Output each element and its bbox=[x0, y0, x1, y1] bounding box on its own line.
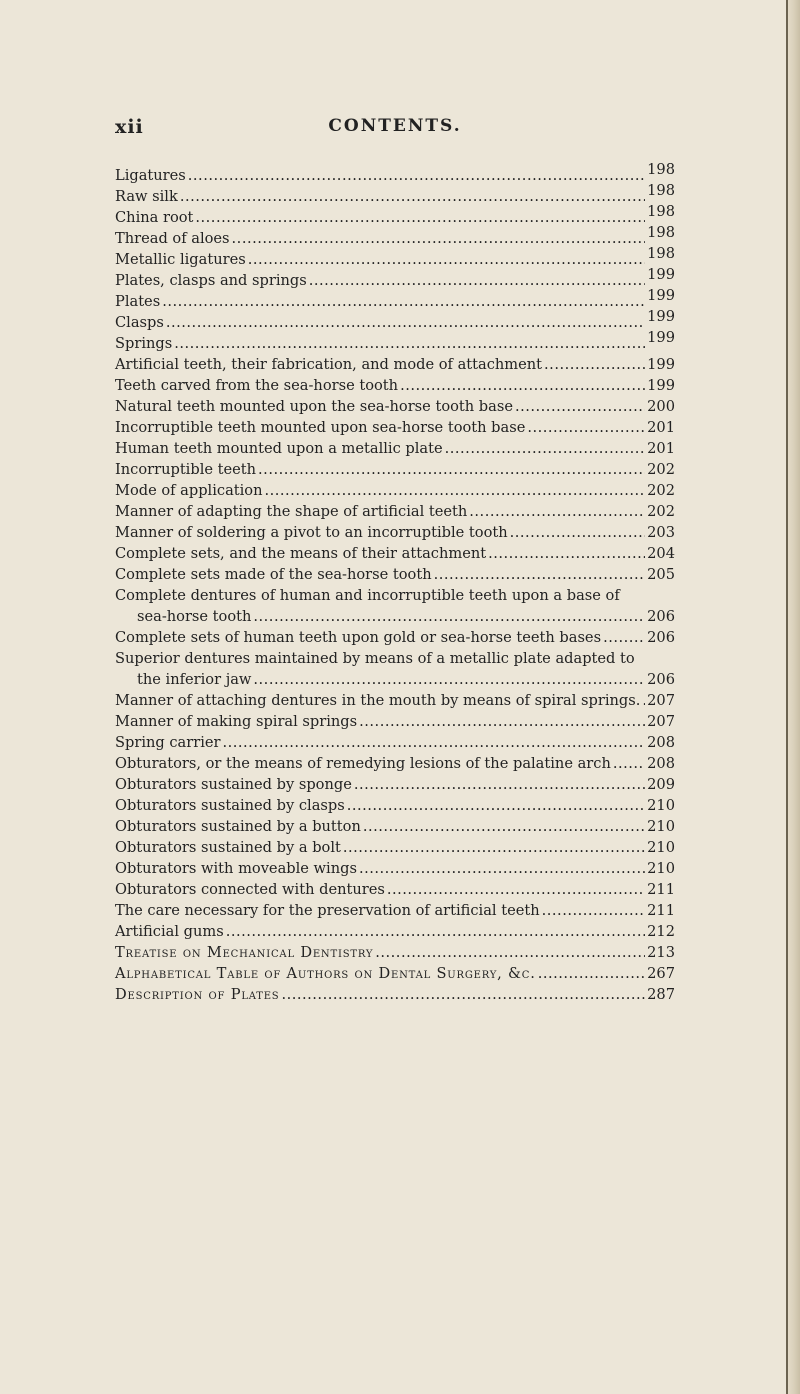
leader-dots bbox=[445, 438, 646, 459]
toc-entry-label: Manner of making spiral springs bbox=[115, 713, 358, 730]
leader-dots bbox=[642, 690, 645, 711]
toc-entry-page: 203 bbox=[647, 524, 675, 541]
leader-dots bbox=[281, 984, 645, 1005]
toc-entry-label: Manner of soldering a pivot to an incorruptible tooth bbox=[115, 524, 508, 541]
page-edge-line bbox=[786, 0, 788, 1394]
toc-entry-label: Plates, clasps and springs bbox=[115, 272, 307, 289]
leader-dots bbox=[359, 711, 645, 732]
toc-entry bbox=[115, 942, 675, 963]
leader-dots bbox=[363, 816, 645, 837]
toc-entry-label: Complete sets of human teeth upon gold or sea-horse teeth bases bbox=[115, 629, 602, 646]
toc-entry-label: Manner of adapting the shape of artificial teeth bbox=[115, 503, 468, 520]
toc-entry-page: 199 bbox=[647, 356, 675, 373]
toc-entry-page: 208 bbox=[647, 755, 675, 772]
leader-dots bbox=[613, 753, 645, 774]
toc-entry bbox=[115, 266, 675, 291]
toc-entry-page: 201 bbox=[647, 440, 675, 457]
toc-entry bbox=[115, 564, 675, 585]
leader-dots bbox=[258, 459, 645, 480]
toc-entry bbox=[115, 224, 675, 249]
toc-entry-label: Thread of aloes bbox=[115, 230, 230, 247]
leader-dots bbox=[343, 837, 645, 858]
toc-entry bbox=[115, 690, 675, 711]
toc-entry-page: 207 bbox=[647, 692, 675, 709]
leader-dots bbox=[222, 732, 645, 753]
leader-dots bbox=[195, 207, 645, 228]
toc-entry bbox=[115, 732, 675, 753]
toc-entry bbox=[115, 858, 675, 879]
leader-dots bbox=[166, 312, 645, 333]
toc-entry-label: Mode of application bbox=[115, 482, 263, 499]
toc-entry-label: Complete sets, and the means of their attachment bbox=[115, 545, 487, 562]
toc-entry bbox=[115, 480, 675, 501]
leader-dots bbox=[253, 606, 645, 627]
toc-entry-label: Complete dentures of human and incorruptible teeth upon a base of bbox=[115, 587, 620, 604]
toc-entry-label: Obturators sustained by clasps bbox=[115, 797, 345, 814]
toc-entry-page: 199 bbox=[647, 377, 675, 394]
toc-entry bbox=[115, 459, 675, 480]
toc-entry-label: The care necessary for the preservation of artificial teeth bbox=[115, 902, 540, 919]
toc-entry-page: 211 bbox=[647, 881, 675, 898]
toc-entry bbox=[115, 501, 675, 522]
leader-dots bbox=[488, 543, 645, 564]
leader-dots bbox=[309, 270, 645, 291]
toc-entry-label: Human teeth mounted upon a metallic plate bbox=[115, 440, 443, 457]
toc-entry-label: Obturators sustained by a bolt bbox=[115, 839, 341, 856]
leader-dots bbox=[515, 396, 645, 417]
toc-entry-label: Clasps bbox=[115, 314, 164, 331]
toc-entry bbox=[115, 984, 675, 1005]
toc-entry bbox=[115, 921, 675, 942]
toc-entry-page: 199 bbox=[647, 329, 675, 346]
toc-entry-label: Obturators sustained by sponge bbox=[115, 776, 352, 793]
leader-dots bbox=[188, 165, 645, 186]
leader-dots bbox=[400, 375, 645, 396]
toc-entry bbox=[115, 753, 675, 774]
toc-entry-label: Treatise on Mechanical Dentistry bbox=[115, 944, 374, 961]
toc-entry-page: 210 bbox=[647, 860, 675, 877]
toc-entry bbox=[115, 329, 675, 354]
table-of-contents bbox=[115, 161, 675, 1005]
toc-entry-label: Incorruptible teeth mounted upon sea-horse tooth base bbox=[115, 419, 526, 436]
leader-dots bbox=[354, 774, 645, 795]
toc-entry bbox=[115, 669, 675, 690]
leader-dots bbox=[527, 417, 645, 438]
toc-entry-label: Natural teeth mounted upon the sea-horse tooth base bbox=[115, 398, 513, 415]
toc-entry bbox=[115, 774, 675, 795]
toc-entry-page: 267 bbox=[647, 965, 675, 982]
toc-entry-page: 208 bbox=[647, 734, 675, 751]
toc-entry bbox=[115, 308, 675, 333]
leader-dots bbox=[359, 858, 645, 879]
leader-dots bbox=[174, 333, 645, 354]
toc-entry-label: Obturators connected with dentures bbox=[115, 881, 385, 898]
toc-entry bbox=[115, 396, 675, 417]
toc-entry-page: 198 bbox=[647, 203, 675, 220]
toc-entry-continuation: sea-horse tooth bbox=[137, 608, 252, 625]
toc-entry-label: Spring carrier bbox=[115, 734, 221, 751]
page-edge bbox=[786, 0, 800, 1394]
toc-entry-continuation: the inferior jaw bbox=[137, 671, 252, 688]
leader-dots bbox=[248, 249, 645, 270]
toc-entry-page: 205 bbox=[647, 566, 675, 583]
toc-entry-label: Superior dentures maintained by means of a metallic plate adapted to bbox=[115, 650, 635, 667]
toc-entry-label: Springs bbox=[115, 335, 173, 352]
toc-entry-label: Incorruptible teeth bbox=[115, 461, 257, 478]
toc-entry-label: Metallic ligatures bbox=[115, 251, 246, 268]
leader-dots bbox=[538, 963, 645, 984]
toc-entry bbox=[115, 711, 675, 732]
toc-entry-label: Alphabetical Table of Authors on Dental Surgery, &c. bbox=[115, 965, 536, 982]
toc-entry-label: Description of Plates bbox=[115, 986, 280, 1003]
toc-entry bbox=[115, 837, 675, 858]
toc-entry bbox=[115, 606, 675, 627]
toc-entry-page: 213 bbox=[647, 944, 675, 961]
toc-entry-page: 199 bbox=[647, 308, 675, 325]
toc-entry-page: 206 bbox=[647, 608, 675, 625]
toc-entry-page: 198 bbox=[647, 224, 675, 241]
leader-dots bbox=[387, 879, 645, 900]
toc-entry-label: Plates bbox=[115, 293, 161, 310]
toc-entry-label: Ligatures bbox=[115, 167, 186, 184]
leader-dots bbox=[542, 900, 646, 921]
toc-entry-page: 199 bbox=[647, 266, 675, 283]
toc-entry-page: 200 bbox=[647, 398, 675, 415]
toc-entry bbox=[115, 375, 675, 396]
toc-entry-page: 201 bbox=[647, 419, 675, 436]
toc-entry-label: Obturators, or the means of remedying lesions of the palatine arch bbox=[115, 755, 611, 772]
leader-dots bbox=[434, 564, 646, 585]
leader-dots bbox=[603, 627, 645, 648]
toc-entry bbox=[115, 522, 675, 543]
toc-entry bbox=[115, 287, 675, 312]
toc-entry-page: 210 bbox=[647, 818, 675, 835]
toc-entry bbox=[115, 816, 675, 837]
leader-dots bbox=[510, 522, 646, 543]
toc-entry bbox=[115, 182, 675, 207]
leader-dots bbox=[232, 228, 646, 249]
page-header bbox=[115, 116, 675, 146]
leader-dots bbox=[544, 354, 645, 375]
toc-entry-page: 210 bbox=[647, 797, 675, 814]
page-number: xii bbox=[115, 116, 144, 138]
toc-entry-page: 209 bbox=[647, 776, 675, 793]
toc-entry bbox=[115, 203, 675, 228]
toc-entry-page: 206 bbox=[647, 671, 675, 688]
toc-entry bbox=[115, 795, 675, 816]
leader-dots bbox=[180, 186, 645, 207]
toc-entry-page: 212 bbox=[647, 923, 675, 940]
leader-dots bbox=[469, 501, 645, 522]
toc-entry-label: Teeth carved from the sea-horse tooth bbox=[115, 377, 399, 394]
toc-entry-page: 198 bbox=[647, 182, 675, 199]
leader-dots bbox=[347, 795, 645, 816]
toc-entry bbox=[115, 245, 675, 270]
leader-dots bbox=[226, 921, 645, 942]
toc-entry-label: Artificial gums bbox=[115, 923, 224, 940]
page-title: CONTENTS. bbox=[328, 116, 462, 136]
toc-entry bbox=[115, 879, 675, 900]
leader-dots bbox=[162, 291, 645, 312]
toc-entry bbox=[115, 963, 675, 984]
toc-entry bbox=[115, 900, 675, 921]
toc-entry-label: Obturators sustained by a button bbox=[115, 818, 361, 835]
toc-entry-page: 211 bbox=[647, 902, 675, 919]
toc-entry bbox=[115, 627, 675, 648]
toc-entry bbox=[115, 543, 675, 564]
toc-entry bbox=[115, 161, 675, 186]
toc-entry-page: 206 bbox=[647, 629, 675, 646]
leader-dots bbox=[253, 669, 645, 690]
toc-entry-page: 207 bbox=[647, 713, 675, 730]
toc-entry-page: 198 bbox=[647, 161, 675, 178]
toc-entry-page: 199 bbox=[647, 287, 675, 304]
toc-entry-page: 287 bbox=[647, 986, 675, 1003]
toc-entry-label: China root bbox=[115, 209, 194, 226]
toc-entry-page: 204 bbox=[647, 545, 675, 562]
toc-entry bbox=[115, 354, 675, 375]
toc-entry-label: Artificial teeth, their fabrication, and mode of attachment bbox=[115, 356, 543, 373]
toc-entry-page: 198 bbox=[647, 245, 675, 262]
toc-entry bbox=[115, 417, 675, 438]
toc-entry-label: Obturators with moveable wings bbox=[115, 860, 357, 877]
leader-dots bbox=[264, 480, 645, 501]
toc-entry-page: 210 bbox=[647, 839, 675, 856]
toc-entry bbox=[115, 438, 675, 459]
toc-entry-page: 202 bbox=[647, 503, 675, 520]
leader-dots bbox=[375, 942, 645, 963]
toc-entry-label: Manner of attaching dentures in the mouth by means of spiral springs. bbox=[115, 692, 641, 709]
toc-entry-label: Complete sets made of the sea-horse tooth bbox=[115, 566, 432, 583]
toc-entry-page: 202 bbox=[647, 482, 675, 499]
toc-entry-page: 202 bbox=[647, 461, 675, 478]
toc-entry-label: Raw silk bbox=[115, 188, 178, 205]
